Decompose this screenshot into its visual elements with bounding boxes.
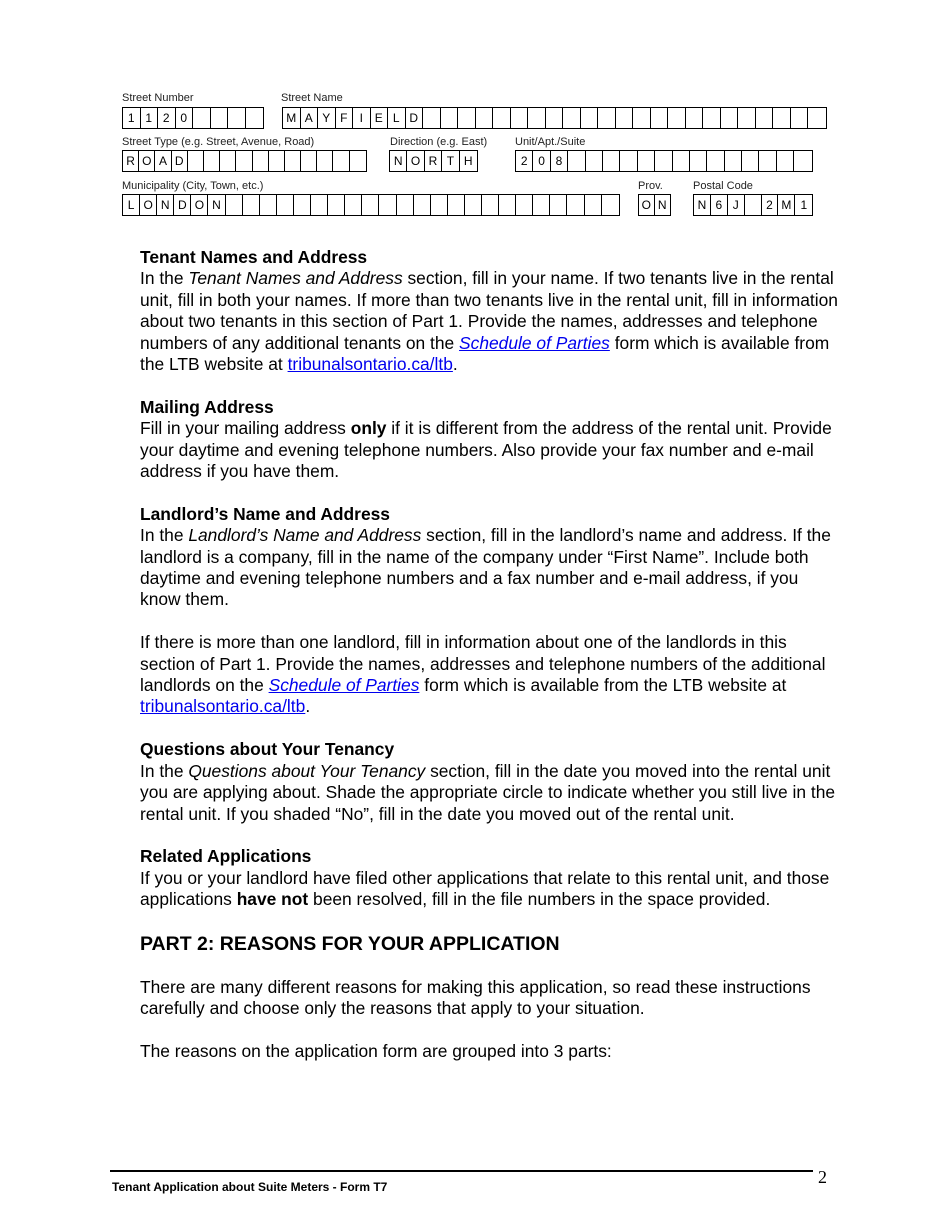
char-box[interactable]: L (388, 108, 406, 128)
char-box[interactable]: N (657, 198, 667, 212)
char-box[interactable] (673, 151, 690, 171)
char-box[interactable] (777, 151, 794, 171)
char-box[interactable]: 1 (141, 108, 159, 128)
char-box[interactable] (423, 108, 441, 128)
footer-form-title: Tenant Application about Suite Meters - Form T7 (112, 1180, 388, 1194)
part2-heading: PART 2: REASONS FOR YOUR APPLICATION (140, 932, 560, 955)
landlord-section (140, 504, 840, 611)
char-box[interactable]: A (155, 151, 171, 171)
char-box[interactable] (633, 108, 651, 128)
char-box[interactable] (516, 195, 533, 215)
char-box[interactable] (742, 151, 759, 171)
char-box[interactable] (236, 151, 252, 171)
char-box[interactable]: 2 (158, 108, 176, 128)
char-box[interactable] (482, 195, 499, 215)
mailing-section (140, 397, 840, 483)
tenant-text-italic: Tenant Names and Address (188, 268, 403, 289)
landlord-p2-text-3: . (305, 696, 311, 717)
tenant-text-3: form which is available from the LTB website at (140, 332, 830, 375)
char-box[interactable] (533, 195, 550, 215)
char-box[interactable]: 2 (516, 151, 533, 171)
char-box[interactable] (690, 151, 707, 171)
char-box[interactable] (620, 151, 637, 171)
char-box[interactable]: 8 (551, 151, 568, 171)
char-box[interactable]: O (140, 195, 157, 215)
char-box[interactable]: 6 (711, 195, 728, 215)
char-box[interactable] (362, 195, 379, 215)
mailing-text-2: if it is different from the address of the rental unit. Provide your daytime and evening telephone numbers. Also provide your fax number and e-mail address if you have them. (140, 418, 832, 482)
char-box[interactable]: A (301, 108, 319, 128)
street-name-field[interactable] (282, 107, 827, 129)
char-box[interactable]: 1 (123, 108, 141, 128)
char-box[interactable] (759, 151, 776, 171)
char-box[interactable]: 1 (800, 198, 808, 212)
char-box[interactable] (585, 195, 602, 215)
char-box[interactable]: Y (318, 108, 336, 128)
char-box[interactable] (603, 151, 620, 171)
char-box[interactable]: N (694, 195, 711, 215)
char-box[interactable] (301, 151, 317, 171)
char-box[interactable]: T (442, 151, 459, 171)
char-box[interactable] (616, 108, 634, 128)
char-box[interactable]: D (172, 151, 188, 171)
tenancy-text-2: section, fill in the date you moved into the rental unit you are applying about. Shade the appropriate circle to indicate whether you still live in the rental unit. If you shaded “No”, fill in the date you moved out of the rental unit. (140, 760, 836, 824)
char-box[interactable] (808, 108, 826, 128)
char-box[interactable]: R (123, 151, 139, 171)
char-box[interactable] (567, 195, 584, 215)
char-box[interactable] (638, 151, 655, 171)
char-box[interactable]: I (353, 108, 371, 128)
char-box[interactable] (465, 195, 482, 215)
char-box[interactable] (193, 108, 211, 128)
related-section (140, 846, 840, 910)
char-box[interactable] (791, 108, 809, 128)
char-box[interactable]: D (406, 108, 424, 128)
landlord-additional-paragraph (140, 632, 840, 718)
char-box[interactable] (721, 108, 739, 128)
street-name-label: Street Name (281, 92, 343, 104)
char-box[interactable] (651, 108, 669, 128)
char-box[interactable] (745, 195, 762, 215)
char-box[interactable] (246, 108, 264, 128)
landlord-p2-text-2: form which is available from the LTB website at (419, 675, 787, 696)
char-box[interactable]: L (123, 195, 140, 215)
tenancy-text-1: In the (140, 760, 189, 781)
char-box[interactable]: N (157, 195, 174, 215)
char-box[interactable] (414, 195, 431, 215)
char-box[interactable] (431, 195, 448, 215)
char-box[interactable] (379, 195, 396, 215)
char-box[interactable] (528, 108, 546, 128)
char-box[interactable] (253, 151, 269, 171)
char-box[interactable]: J (728, 195, 745, 215)
char-box[interactable] (773, 108, 791, 128)
char-box[interactable] (546, 108, 564, 128)
char-box[interactable] (328, 195, 345, 215)
char-box[interactable]: O (139, 151, 155, 171)
part2-paragraph-2: The reasons on the application form are grouped into 3 parts: (140, 1041, 612, 1062)
char-box[interactable] (458, 108, 476, 128)
char-box[interactable] (311, 195, 328, 215)
char-box[interactable] (294, 195, 311, 215)
landlord-heading: Landlord’s Name and Address (140, 503, 390, 524)
char-box[interactable] (269, 151, 285, 171)
part2-paragraph-1: There are many different reasons for making this application, so read these instructions carefully and choose only the reasons that apply to your situation. (140, 976, 811, 1019)
postal-code-label: Postal Code (693, 180, 753, 192)
char-box[interactable] (686, 108, 704, 128)
landlord-p2-text-1: If there is more than one landlord, fill in information about one of the landlords in this section of Part 1. Provide the names, addresses and telephone numbers of the additional landlords on the (140, 632, 826, 696)
direction-label: Direction (e.g. East) (390, 136, 488, 148)
char-box[interactable] (511, 108, 529, 128)
related-heading: Related Applications (140, 846, 312, 867)
street-type-field[interactable] (122, 150, 367, 172)
char-box[interactable] (598, 108, 616, 128)
char-box[interactable] (228, 108, 246, 128)
char-box[interactable] (277, 195, 294, 215)
postal-code-field[interactable] (693, 194, 813, 216)
mailing-heading: Mailing Address (140, 396, 274, 417)
char-box[interactable] (441, 108, 459, 128)
unit-label: Unit/Apt./Suite (515, 136, 586, 148)
char-box[interactable]: R (425, 151, 442, 171)
char-box[interactable] (397, 195, 414, 215)
char-box[interactable] (581, 108, 599, 128)
tenant-text-2: section, fill in your name. If two tenants live in the rental unit, fill in both your names. If more than two tenants live in the rental unit, fill in information about two tenants in this section of Part 1. Provide the names, addresses and telephone numbers of any additional tenants on the (140, 268, 838, 353)
char-box[interactable] (563, 108, 581, 128)
char-box[interactable]: M (283, 108, 301, 128)
char-box[interactable] (568, 151, 585, 171)
char-box[interactable] (655, 151, 672, 171)
char-box[interactable] (448, 195, 465, 215)
related-text-1: If you or your landlord have filed other applications that relate to this rental unit, and those applications (140, 867, 830, 910)
char-box[interactable]: O (407, 151, 424, 171)
landlord-text-1: In the (140, 525, 189, 546)
char-box[interactable] (260, 195, 277, 215)
char-box[interactable] (345, 195, 362, 215)
instructions-body (140, 247, 840, 1084)
tenant-text-4: . (452, 354, 458, 375)
tenancy-text-italic: Questions about Your Tenancy (188, 760, 426, 781)
char-box[interactable] (350, 151, 366, 171)
char-box[interactable] (188, 151, 204, 171)
related-text-2: been resolved, fill in the file numbers in the space provided. (308, 889, 771, 910)
char-box[interactable] (794, 151, 811, 171)
char-box[interactable]: 2 (762, 195, 779, 215)
municipality-field[interactable] (122, 194, 620, 216)
char-box[interactable]: O (639, 195, 655, 215)
char-box[interactable] (707, 151, 724, 171)
mailing-text-1: Fill in your mailing address (140, 418, 351, 439)
char-box[interactable] (586, 151, 603, 171)
related-text-bold: have not (236, 889, 309, 910)
char-box[interactable] (493, 108, 511, 128)
tenancy-heading: Questions about Your Tenancy (140, 739, 395, 760)
char-box[interactable]: N (208, 195, 225, 215)
char-box[interactable]: D (174, 195, 191, 215)
char-box[interactable] (738, 108, 756, 128)
tenant-heading: Tenant Names and Address (140, 247, 368, 267)
page-number: 2 (818, 1167, 827, 1187)
municipality-label: Municipality (City, Town, etc.) (122, 180, 264, 192)
tenant-section (140, 247, 840, 375)
char-box[interactable] (499, 195, 516, 215)
char-box[interactable] (285, 151, 301, 171)
footer-divider (110, 1170, 813, 1172)
province-field[interactable] (638, 194, 671, 216)
char-box[interactable]: H (463, 154, 473, 168)
mailing-text-bold: only (350, 418, 387, 439)
landlord-text-2: section, fill in the landlord’s name and address. If the landlord is a company, fill in the name of the company under “First Name”. Include both daytime and evening telephone numbers and a fax number and e-mail address, if you know them. (140, 525, 831, 610)
char-box[interactable] (226, 195, 243, 215)
char-box[interactable] (317, 151, 333, 171)
char-box[interactable] (220, 151, 236, 171)
char-box[interactable] (756, 108, 774, 128)
char-box[interactable] (204, 151, 220, 171)
char-box[interactable]: O (191, 195, 208, 215)
char-box[interactable] (703, 108, 721, 128)
street-number-label: Street Number (122, 92, 194, 104)
char-box[interactable] (668, 108, 686, 128)
char-box[interactable]: E (371, 108, 389, 128)
tenancy-section (140, 739, 840, 825)
unit-field[interactable] (515, 150, 813, 172)
char-box[interactable]: 0 (533, 151, 550, 171)
street-number-field[interactable] (122, 107, 264, 129)
ltb-website-link[interactable]: tribunalsontario.ca/ltb (287, 354, 453, 375)
char-box[interactable] (211, 108, 229, 128)
char-box[interactable]: 0 (176, 108, 194, 128)
char-box[interactable] (550, 195, 567, 215)
ltb-website-link-2[interactable]: tribunalsontario.ca/ltb (140, 696, 306, 717)
schedule-of-parties-link[interactable]: Schedule of Parties (459, 332, 610, 353)
char-box[interactable] (333, 151, 349, 171)
direction-field[interactable] (389, 150, 478, 172)
char-box[interactable] (243, 195, 260, 215)
landlord-text-italic: Landlord’s Name and Address (188, 525, 422, 546)
char-box[interactable]: F (336, 108, 354, 128)
char-box[interactable] (602, 195, 619, 215)
char-box[interactable]: N (390, 151, 407, 171)
char-box[interactable] (725, 151, 742, 171)
province-label: Prov. (638, 180, 663, 192)
schedule-of-parties-link-2[interactable]: Schedule of Parties (268, 675, 420, 696)
char-box[interactable]: M (778, 195, 795, 215)
street-type-label: Street Type (e.g. Street, Avenue, Road) (122, 136, 315, 148)
tenant-text-1: In the (140, 268, 189, 289)
char-box[interactable] (476, 108, 494, 128)
